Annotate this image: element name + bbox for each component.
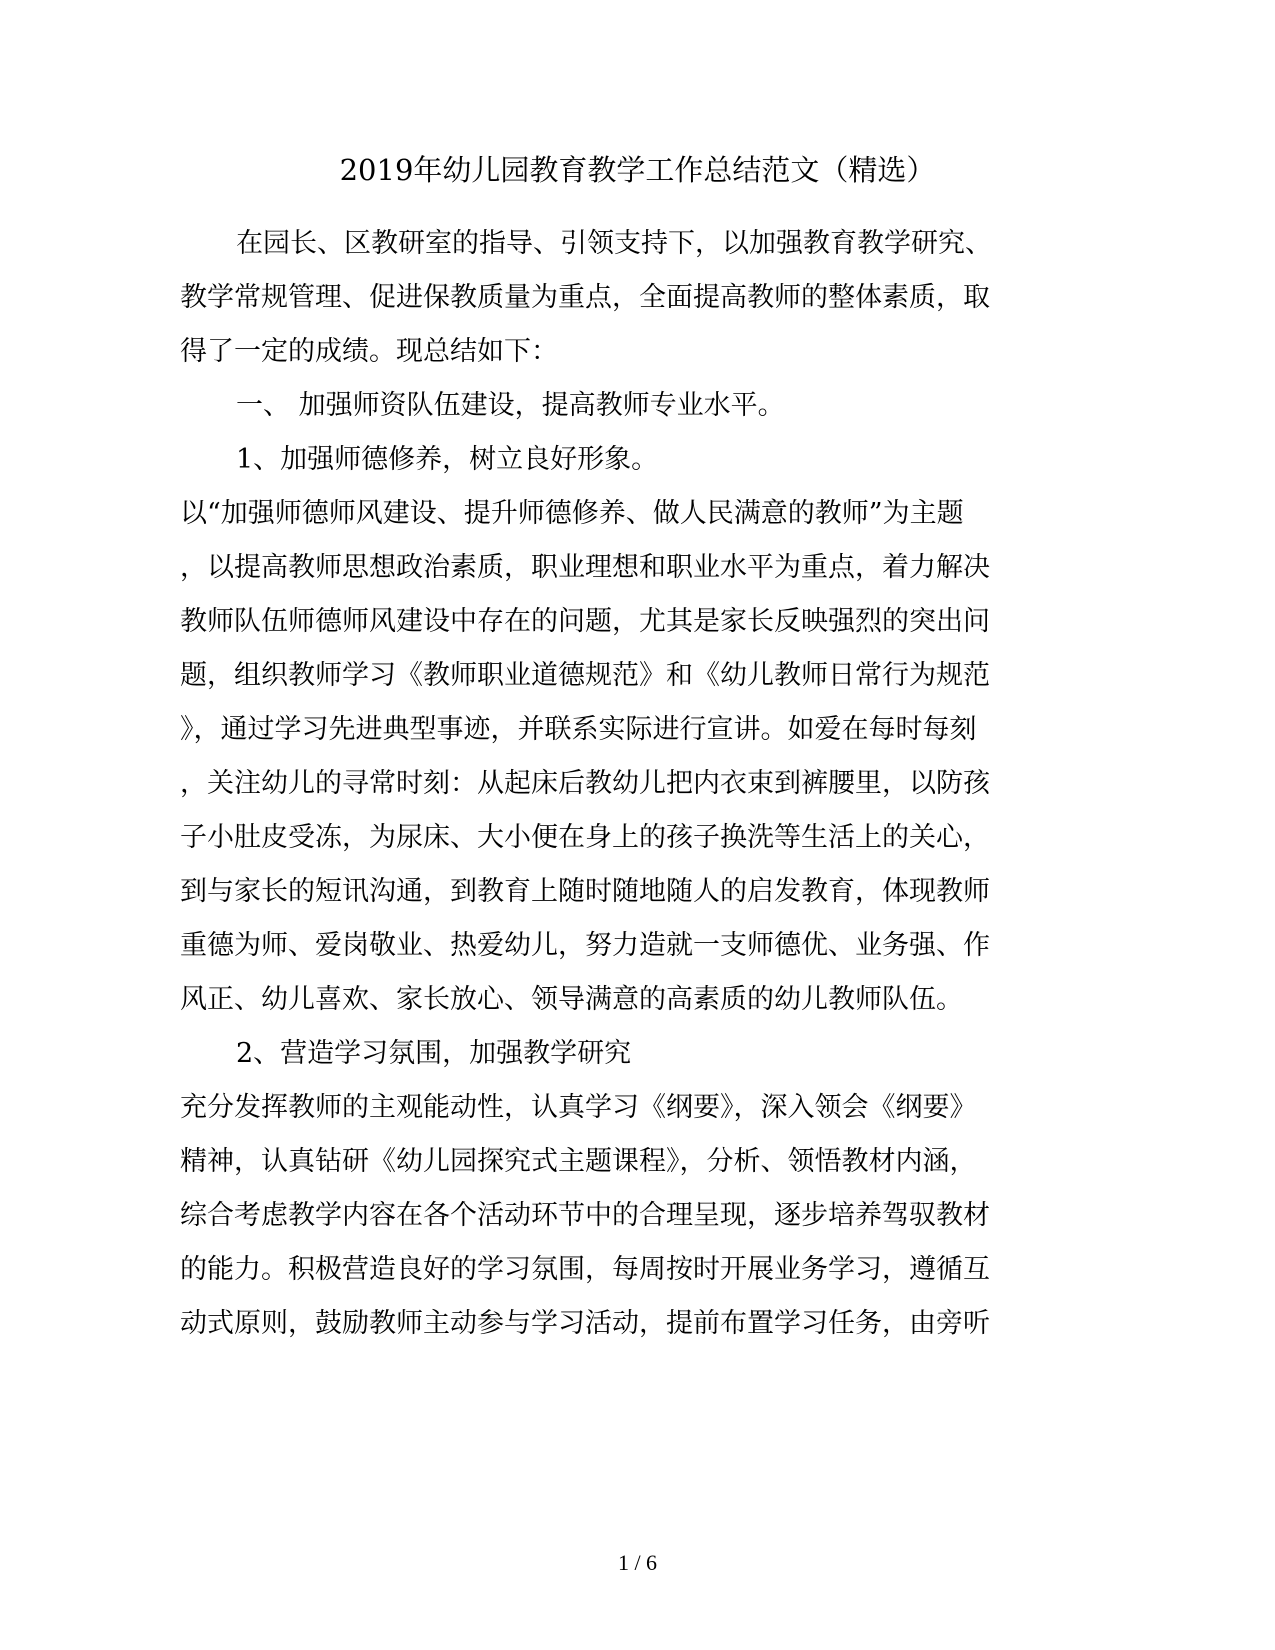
paragraph-line: 》，通过学习先进典型事迹，并联系实际进行宣讲。如爱在每时每刻 [180,714,977,745]
paragraph-line: 精神，认真钻研《幼儿园探究式主题课程》，分析、领悟教材内涵， [180,1146,977,1177]
paragraph-line: ，以提高教师思想政治素质，职业理想和职业水平为重点，着力解决 [180,552,990,583]
paragraph-line: 动式原则，鼓励教师主动参与学习活动，提前布置学习任务，由旁听 [180,1308,990,1339]
paragraph-line: 重德为师、爱岗敬业、热爱幼儿，努力造就一支师德优、业务强、作 [180,930,990,961]
page-number: 1 / 6 [617,1550,658,1575]
page-title: 2019年幼儿园教育教学工作总结范文（精选） [339,153,936,187]
subsection-heading: 1、加强师德修养，树立良好形象。 [236,444,659,475]
paragraph-line: ，关注幼儿的寻常时刻：从起床后教幼儿把内衣束到裤腰里，以防孩 [180,768,990,799]
paragraph-line: 以“加强师德师风建设、提升师德修养、做人民满意的教师”为主题 [180,498,964,529]
paragraph-line: 到与家长的短讯沟通，到教育上随时随地随人的启发教育，体现教师 [180,876,990,907]
paragraph-line: 风正、幼儿喜欢、家长放心、领导满意的高素质的幼儿教师队伍。 [180,984,963,1015]
subsection-heading: 2、营造学习氛围，加强教学研究 [236,1038,632,1069]
paragraph-line: 题，组织教师学习《教师职业道德规范》和《幼儿教师日常行为规范 [180,660,990,691]
paragraph-line: 在园长、区教研室的指导、引领支持下，以加强教育教学研究、 [236,228,992,259]
paragraph-line: 综合考虑教学内容在各个活动环节中的合理呈现，逐步培养驾驭教材 [180,1200,990,1231]
paragraph-line: 的能力。积极营造良好的学习氛围，每周按时开展业务学习，遵循互 [180,1254,990,1285]
paragraph-line: 教学常规管理、促进保教质量为重点，全面提高教师的整体素质，取 [180,282,990,313]
paragraph-line: 得了一定的成绩。现总结如下： [180,336,558,367]
paragraph-line: 充分发挥教师的主观能动性，认真学习《纲要》，深入领会《纲要》 [180,1092,977,1123]
paragraph-line: 子小肚皮受冻，为尿床、大小便在身上的孩子换洗等生活上的关心， [180,822,990,853]
paragraph-line: 教师队伍师德师风建设中存在的问题，尤其是家长反映强烈的突出问 [180,606,990,637]
section-heading: 一、 加强师资队伍建设，提高教师专业水平。 [236,390,785,421]
